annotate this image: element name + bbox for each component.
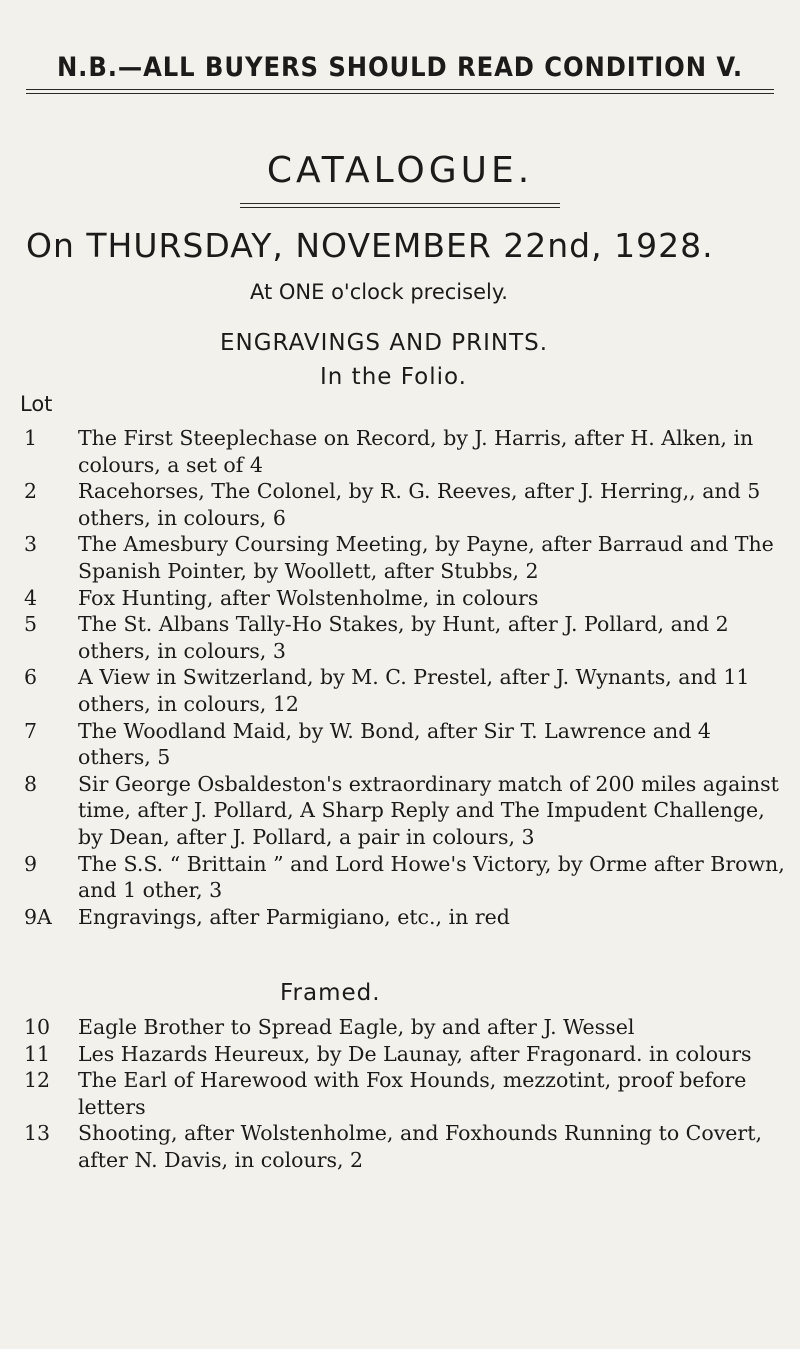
lot-number: 2 xyxy=(24,479,38,504)
lot-description: Shooting, after Wolstenholme, and Foxhounds Running to Covert, after N. Davis, in colours, 2 xyxy=(78,1121,762,1172)
lot-description: Sir George Osbaldeston's extraordinary match of 200 miles against time, after J. Pollard, A Sharp Reply and The Impudent Challenge, by Dean, after J. Pollard, a pair in colours, 3 xyxy=(78,771,779,849)
lot-entry xyxy=(20,904,786,931)
section-heading-framed: Framed. xyxy=(280,980,381,1006)
lot-number: 9 xyxy=(24,851,38,876)
divider-top xyxy=(26,89,774,90)
lot-number: 9A xyxy=(24,904,52,929)
lot-description: Fox Hunting, after Wolstenholme, in colours xyxy=(78,585,539,610)
lot-entry xyxy=(20,585,786,612)
lot-description: The First Steeplechase on Record, by J. Harris, after H. Alken, in colours, a set of 4 xyxy=(78,426,754,477)
lot-description: The S.S. “ Brittain ” and Lord Howe's Victory, by Orme after Brown, and 1 other, 3 xyxy=(78,851,785,903)
section-heading-engravings: ENGRAVINGS AND PRINTS. xyxy=(220,330,549,356)
lot-entry xyxy=(20,531,786,584)
lot-entry xyxy=(20,1120,786,1173)
lot-entry xyxy=(20,611,786,664)
lot-list-folio xyxy=(20,425,786,930)
lot-number: 7 xyxy=(24,718,38,743)
lot-entry xyxy=(20,1041,786,1068)
lot-number: 11 xyxy=(24,1041,51,1066)
catalogue-title: CATALOGUE. xyxy=(266,150,534,191)
lot-entry xyxy=(20,851,786,904)
lot-entry xyxy=(20,718,786,771)
lot-entry xyxy=(20,478,786,531)
lot-description: Les Hazards Heureux, by De Launay, after Fragonard. in colours xyxy=(78,1041,752,1066)
divider-top-thin xyxy=(26,93,774,94)
lot-description: The Earl of Harewood with Fox Hounds, mezzotint, proof before letters xyxy=(78,1068,747,1119)
lot-number: 12 xyxy=(24,1068,51,1093)
lot-entry xyxy=(20,425,786,478)
title-underline xyxy=(240,203,560,204)
lot-number: 10 xyxy=(24,1015,51,1039)
lot-number: 13 xyxy=(24,1121,51,1146)
lot-number: 5 xyxy=(24,612,38,637)
lot-description: Eagle Brother to Spread Eagle, by and after J. Wessel xyxy=(78,1015,635,1039)
lot-description: The St. Albans Tally-Ho Stakes, by Hunt, after J. Pollard, and 2 others, in colours, 3 xyxy=(78,612,729,663)
lot-description: A View in Switzerland, by M. C. Prestel, after J. Wynants, and 11 others, in colours, 12 xyxy=(78,665,750,716)
sale-time: At ONE o'clock precisely. xyxy=(250,280,508,304)
lot-description: Engravings, after Parmigiano, etc., in red xyxy=(78,904,510,929)
lot-entry xyxy=(20,771,786,851)
section-heading-folio: In the Folio. xyxy=(320,364,467,390)
lot-entry xyxy=(20,664,786,717)
lot-entry xyxy=(20,1067,786,1120)
lot-column-label: Lot xyxy=(20,392,53,416)
lot-description: The Amesbury Coursing Meeting, by Payne, after Barraud and The Spanish Pointer, by Woollett, after Stubbs, 2 xyxy=(78,532,774,583)
title-underline-thin xyxy=(240,207,560,208)
lot-description: Racehorses, The Colonel, by R. G. Reeves, after J. Herring,, and 5 others, in colours, 6 xyxy=(78,479,761,530)
lot-number: 6 xyxy=(24,665,38,690)
lot-list-framed xyxy=(20,1014,786,1174)
lot-entry xyxy=(20,1014,786,1041)
lot-description: The Woodland Maid, by W. Bond, after Sir T. Lawrence and 4 others, 5 xyxy=(78,718,711,770)
lot-number: 4 xyxy=(24,585,38,610)
conditions-notice: N.B.—ALL BUYERS SHOULD READ CONDITION V. xyxy=(56,52,744,83)
lot-number: 3 xyxy=(24,532,38,557)
lot-number: 1 xyxy=(24,426,38,450)
sale-date: On THURSDAY, NOVEMBER 22nd, 1928. xyxy=(26,226,714,265)
lot-number: 8 xyxy=(24,771,38,796)
